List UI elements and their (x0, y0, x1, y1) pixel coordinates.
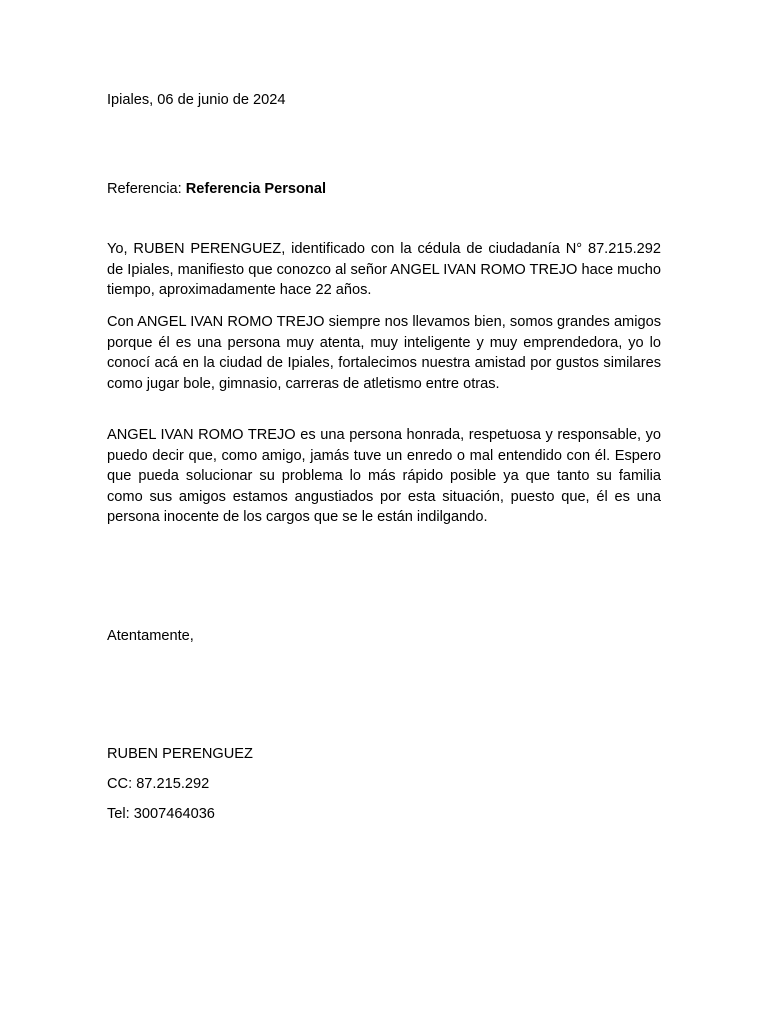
letter-date: Ipiales, 06 de junio de 2024 (107, 92, 286, 108)
signature-name: RUBEN PERENGUEZ (107, 746, 253, 762)
body-paragraph-2: Con ANGEL IVAN ROMO TREJO siempre nos llevamos bien, somos grandes amigos porque él es una persona muy atenta, muy inteligente y muy emprendedora, yo lo conocí acá en la ciudad de Ipiales, fortalecimos nuestra amistad por gustos similares como jugar bole, gimnasio, carreras de atletismo entre otras. (107, 314, 661, 392)
reference-label: Referencia: (107, 181, 186, 197)
body-paragraph-3: ANGEL IVAN ROMO TREJO es una persona honrada, respetuosa y responsable, yo puedo decir que, como amigo, jamás tuve un enredo o mal entendido con él. Espero que pueda solucionar su problema lo más rápido posible ya que tanto su familia como sus amigos estamos angustiados por esta situación, puesto que, él es una persona inocente de los cargos que se le están indilgando. (107, 427, 661, 526)
letter-closing: Atentamente, (107, 628, 194, 644)
body-paragraph-1: Yo, RUBEN PERENGUEZ, identificado con la cédula de ciudadanía N° 87.215.292 de Ipiales, manifiesto que conozco al señor ANGEL IVAN ROMO TREJO hace mucho tiempo, aproximadamente hace 22 años. (107, 241, 661, 299)
signature-phone: Tel: 3007464036 (107, 806, 215, 822)
reference-value: Referencia Personal (185, 181, 327, 197)
letter-reference (107, 179, 661, 200)
signature-id: CC: 87.215.292 (107, 776, 210, 792)
